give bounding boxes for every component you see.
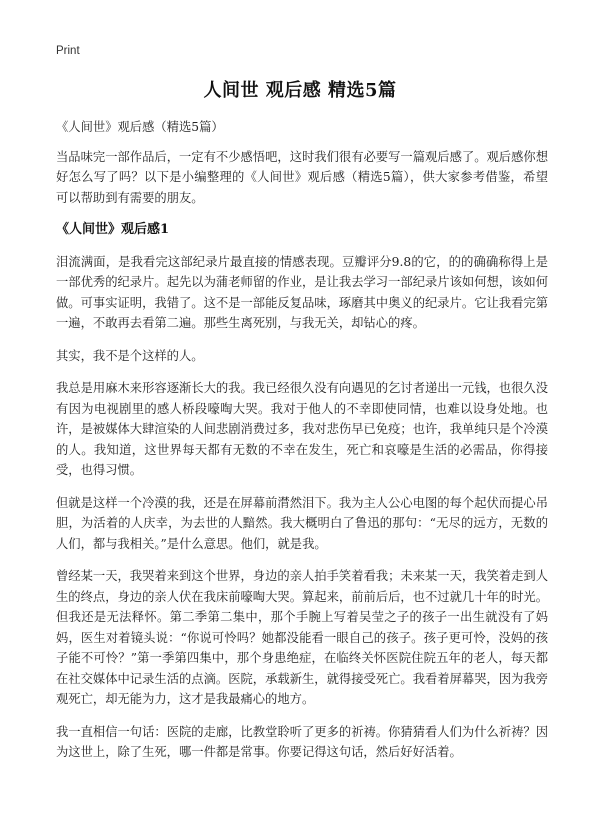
body-paragraph-3: 我总是用麻木来形容逐渐长大的我。我已经很久没有向遇见的乞讨者递出一元钱，也很久没有因为电视剧里的感人桥段嚎啕大哭。我对于他人的不幸即使同情，也难以设身处地。也许，是被媒体大肆渲染的人间悲剧消费过多，我对悲伤早已免疫；也许，我单纯只是个冷漠的人。我知道，这世界每天都有无数的不幸在发生，死亡和哀嚎是生活的必需品，你得接受，也得习惯。 [56,381,548,477]
print-label: Print [56,45,80,57]
intro-paragraph: 当品味完一部作品后，一定有不少感悟吧，这时我们很有必要写一篇观后感了。观后感你想好怎么写了吗？以下是小编整理的《人间世》观后感（精选5篇），供大家参考借鉴，希望可以帮助到有需要的朋友。 [56,149,548,205]
document-subtitle: 《人间世》观后感（精选5篇） [56,120,224,134]
page-title: 人间世 观后感 精选5篇 [203,80,397,101]
body-paragraph-4: 但就是这样一个冷漠的我，还是在屏幕前潸然泪下。我为主人公心电图的每个起伏而提心吊胆，为活着的人庆幸，为去世的人黯然。我大概明白了鲁迅的那句：“无尽的远方，无数的人们，都与我相关。”是什么意思。他们，就是我。 [56,495,548,551]
body-paragraph-6: 我一直相信一句话：医院的走廊，比教堂聆听了更多的祈祷。你猜猜看人们为什么祈祷？因为这世上，除了生死，哪一件都是常事。你要记得这句话，然后好好活着。 [56,724,548,759]
section-heading: 《人间世》观后感1 [56,222,170,237]
body-paragraph-5: 曾经某一天，我哭着来到这个世界，身边的亲人拍手笑着看我；未来某一天，我笑着走到人生的终点，身边的亲人伏在我床前嚎啕大哭。算起来，前前后后，也不过就几十年的时光。但我还是无法释怀。第二季第二集中，那个手腕上写着吴莹之子的孩子一出生就没有了妈妈，医生对着镜头说：“你说可怜吗？她都没能看一眼自己的孩子。孩子更可怜，没妈的孩子能不可怜？”第一季第四集中，那个身患绝症，在临终关怀医院住院五年的老人，每天都在社交媒体中记录生活的点滴。医院，承载新生，就得接受死亡。我看着屏幕哭，因为我旁观死亡，却无能为力，这才是我最痛心的地方。 [56,569,548,706]
document-body [56,117,548,775]
body-paragraph-2: 其实，我不是个这样的人。 [56,348,204,363]
body-paragraph-1: 泪流满面，是我看完这部纪录片最直接的情感表现。豆瓣评分9.8的它，的的确确称得上是一部优秀的纪录片。起先以为蒲老师留的作业，是让我去学习一部纪录片该如何想，该如何做。可事实证明，我错了。这不是一部能反复品味，琢磨其中奥义的纪录片。它让我看完第一遍，不敢再去看第二遍。那些生离死别，与我无关，却钻心的疼。 [56,254,548,330]
